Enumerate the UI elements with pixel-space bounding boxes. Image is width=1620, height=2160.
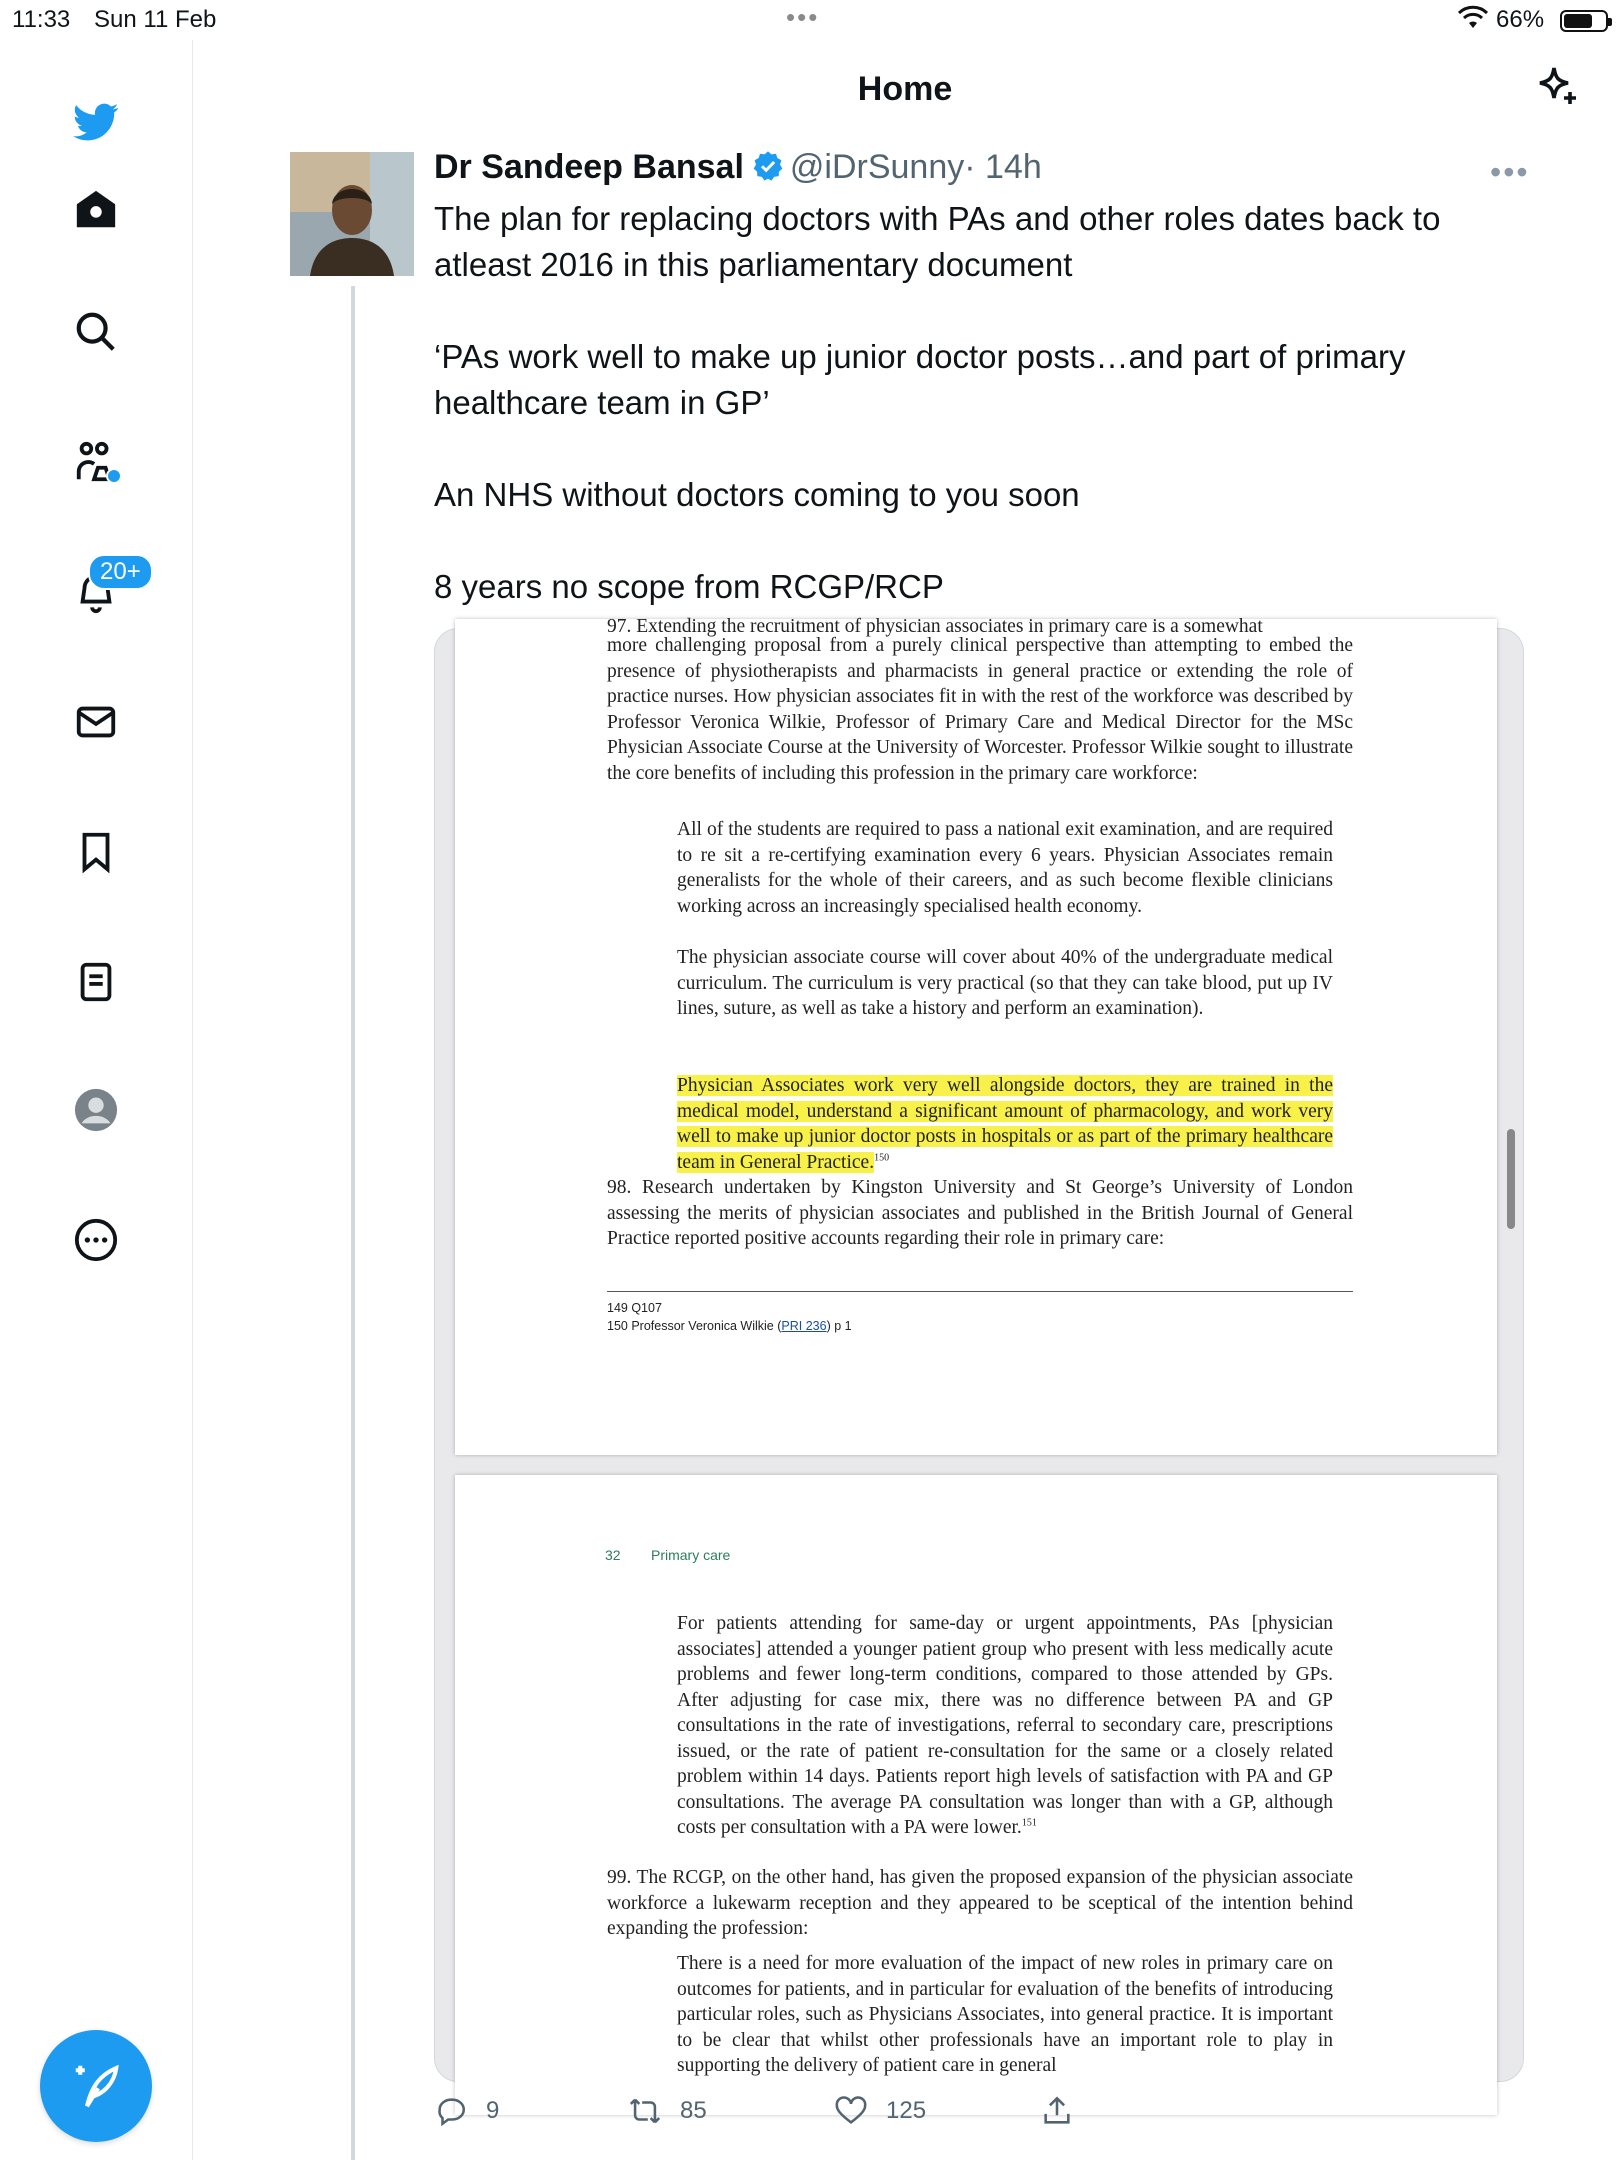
tweet-more-icon[interactable]: ••• (1490, 154, 1530, 190)
notifications-badge: 20+ (88, 554, 153, 590)
tweet-header (434, 148, 1042, 187)
compose-tweet-button[interactable] (40, 2030, 152, 2142)
share-button[interactable] (1040, 2094, 1092, 2128)
heart-icon (834, 2094, 868, 2128)
reply-button[interactable] (434, 2094, 499, 2128)
doc-paragraph-97: more challenging proposal from a purely clinical perspective than attempting to embed the presence of physiotherapists and pharmacists in general practice or extending the role of practice nurses. How physician associates fit in with the rest of the workforce was described by Professor Veronica Wilkie, Professor of Primary Care and Medical Director for the MSc Physician Associate Course at the University of Worcester. Professor Wilkie sought to illustrate the core benefits of including this profession in the primary care workforce: (607, 635, 1353, 784)
reply-count: 9 (486, 2097, 500, 2124)
author-handle[interactable]: @iDrSunny (789, 148, 965, 186)
status-time: 11:33 (12, 6, 71, 33)
multitasking-dots-icon[interactable]: ••• (786, 2, 820, 32)
battery-icon (1560, 10, 1608, 32)
document-page-1 (455, 616, 1497, 1455)
doc-quote-4: For patients attending for same-day or urgent appointments, PAs [physician associates] attended a younger patient group who present with less medically acute problems and fewer long-term conditions, compared to those attended by GPs. After adjusting for case mix, there was no difference between PA and GP consultations in the rate of investigations, referral to secondary care, prescriptions issued, or the rate of patient re-consultation for the same or a closely related problem within 14 days. Patients report high levels of satisfaction with PA and GP consultations. The average PA consultation was longer than with a GP, although costs per consultation with a PA were lower.$^{151}$ (677, 1613, 1333, 1838)
sidebar (0, 40, 193, 2160)
doc-paragraph-98: 98. Research undertaken by Kingston University and St George’s University of London assessing the merits of physician associates and published in the British Journal of General Practice reported positive accounts regarding their role in primary care: (607, 1177, 1353, 1249)
reply-icon (434, 2094, 468, 2128)
tweet-text: The plan for replacing doctors with PAs and other roles dates back to atleast 2016 in this parliamentary document ‘PAs work well to make up junior doctor posts…and part of primary healthcare team in GP’ An NHS without doctors coming to you soon 8 years no scope from RCGP/RCP (434, 200, 1441, 605)
retweet-count: 85 (680, 2097, 707, 2124)
doc-quote-2: The physician associate course will cover about 40% of the undergraduate medical curriculum. The curriculum is very practical (so that they can take blood, put up IV lines, suture, as well as take a history and perform an examination). (677, 947, 1333, 1019)
tweet-media-image[interactable] (434, 616, 1524, 2082)
communities-dot-badge (106, 468, 122, 484)
author-name[interactable]: Dr Sandeep Bansal (434, 148, 744, 186)
share-icon (1040, 2094, 1074, 2128)
battery-percent: 66% (1496, 6, 1545, 33)
footnote-150: 150 Professor Veronica Wilkie (PRI 236) p 1 (607, 1319, 852, 1333)
like-count: 125 (886, 2097, 927, 2124)
page-number: 32 (605, 1547, 621, 1563)
doc-highlighted-quote: Physician Associates work very well alongside doctors, they are trained in the medical model, understand a significant amount of pharmacology, and work very well to make up junior doctor posts in hospitals or as part of the primary healthcare team in General Practice. (677, 1075, 1333, 1173)
page-title: Home (857, 70, 953, 108)
verified-badge-icon (752, 150, 784, 182)
wifi-icon (1458, 6, 1488, 30)
footnote-link[interactable]: PRI 236 (781, 1319, 827, 1333)
twitter-logo-icon[interactable] (66, 92, 126, 152)
like-button[interactable] (834, 2094, 926, 2128)
search-icon[interactable] (66, 302, 126, 362)
tweet-actions (434, 2094, 1534, 2144)
doc-cut-line: 97. Extending the recruitment of physician associates in primary care is a somewhat (607, 616, 1263, 637)
more-options-icon[interactable] (66, 1210, 126, 1270)
doc-quote-5: There is a need for more evaluation of the impact of new roles in primary care on outcomes for patients, and in particular for evaluation of the benefits of introducing particular roles, such as Physicians Associates, into general practice. It is important to be clear that whilst other professionals have an important role to play in supporting the delivery of patient care in general (677, 1953, 1333, 2076)
doc-quote-3 (677, 1073, 1333, 1175)
sparkle-icon[interactable] (1534, 62, 1582, 110)
status-date: Sun 11 Feb (94, 6, 217, 33)
home-icon[interactable] (66, 180, 126, 240)
retweet-icon (628, 2094, 662, 2128)
lists-icon[interactable] (66, 952, 126, 1012)
doc-quote-1: All of the students are required to pass a national exit examination, and are required to re sit a re-certifying examination every 6 years. Physician Associates remain generalists for the whole of their careers, and as such become flexible clinicians working across an increasingly specialised health economy. (677, 819, 1333, 917)
doc-footnote-ref-151: 151 (1021, 1817, 1037, 1829)
bookmarks-icon[interactable] (66, 822, 126, 882)
doc-footnote-ref-150: 150 (874, 1152, 890, 1163)
retweet-button[interactable] (628, 2094, 707, 2128)
footnote-149: 149 Q107 (607, 1301, 662, 1315)
footnote-divider (607, 1291, 1353, 1292)
profile-avatar-icon[interactable] (66, 1080, 126, 1140)
author-avatar[interactable] (290, 152, 414, 276)
document-scrollbar[interactable] (1507, 1129, 1515, 1229)
running-head: Primary care (651, 1547, 731, 1563)
document-page-2 (455, 1475, 1497, 2115)
doc-paragraph-99: 99. The RCGP, on the other hand, has given the proposed expansion of the physician associate workforce a lukewarm reception and they appeared to be sceptical of the intention behind expanding the profession: (607, 1867, 1353, 1939)
messages-icon[interactable] (66, 692, 126, 752)
thread-line (351, 286, 355, 2160)
compose-feather-icon (69, 2059, 123, 2113)
status-bar (0, 0, 1620, 40)
tweet-time[interactable]: · 14h (964, 148, 1042, 186)
